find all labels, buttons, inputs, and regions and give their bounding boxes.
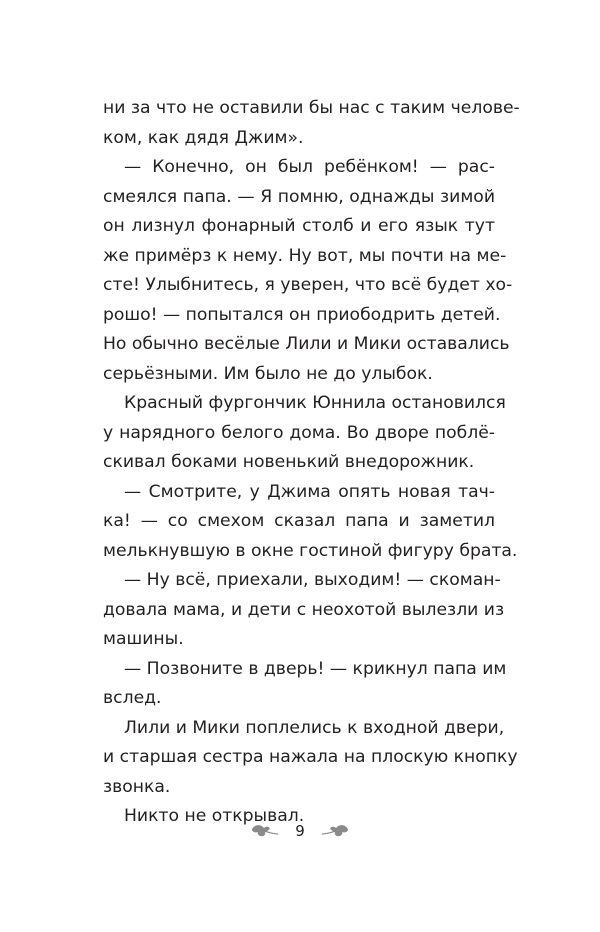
- text-line: он лизнул фонарный столб и его язык тут: [103, 216, 495, 236]
- text-line: — Ну всё, приехали, выходим! — скоман-: [124, 570, 501, 590]
- text-line: смеялся папа. — Я помню, однажды зимой: [103, 186, 495, 207]
- text-line: — Смотрите, у Джима опять новая тач-: [124, 481, 495, 502]
- text-line: сте! Улыбнитесь, я уверен, что всё будет хо-: [103, 275, 513, 295]
- text-line: серьёзными. Им было не до улыбок.: [103, 363, 433, 384]
- text-line: у нарядного белого дома. Во дворе поблё-: [103, 422, 495, 443]
- text-line: мелькнувшую в окне гостиной фигуру брата.: [103, 540, 518, 561]
- text-line: звонка.: [103, 776, 171, 797]
- text-line: ком, как дядя Джим».: [103, 127, 304, 148]
- text-line: Лили и Мики поплелись к входной двери,: [124, 717, 505, 738]
- text-line: довала мама, и дети с неохотой вылезли из: [103, 599, 505, 620]
- leaf-ornament-right-icon: [320, 822, 350, 840]
- page-number: 9: [295, 822, 305, 840]
- body-text: [103, 94, 520, 832]
- leaf-ornament-left-icon: [250, 822, 280, 840]
- text-line: машины.: [103, 629, 184, 649]
- text-line: Никто не открывал.: [124, 806, 305, 826]
- text-line: же примёрз к нему. Ну вот, мы почти на ме-: [103, 245, 507, 266]
- text-line: Но обычно весёлые Лили и Мики оставались: [103, 334, 510, 354]
- text-line: скивал боками новенький внедорожник.: [103, 452, 475, 472]
- text-line: ка! — со смехом сказал папа и заметил: [103, 511, 495, 531]
- text-line: и старшая сестра нажала на плоскую кнопку: [103, 747, 518, 767]
- text-line: ни за что не оставили бы нас с таким челове-: [103, 98, 520, 118]
- text-line: вслед.: [103, 688, 162, 708]
- text-line: — Позвоните в дверь! — крикнул папа им: [124, 658, 507, 679]
- page-footer: [0, 818, 600, 844]
- text-line: Красный фургончик Юннила остановился: [124, 393, 506, 413]
- text-line: рошо! — попытался он приободрить детей.: [103, 304, 501, 325]
- text-line: — Конечно, он был ребёнком! — рас-: [124, 157, 495, 177]
